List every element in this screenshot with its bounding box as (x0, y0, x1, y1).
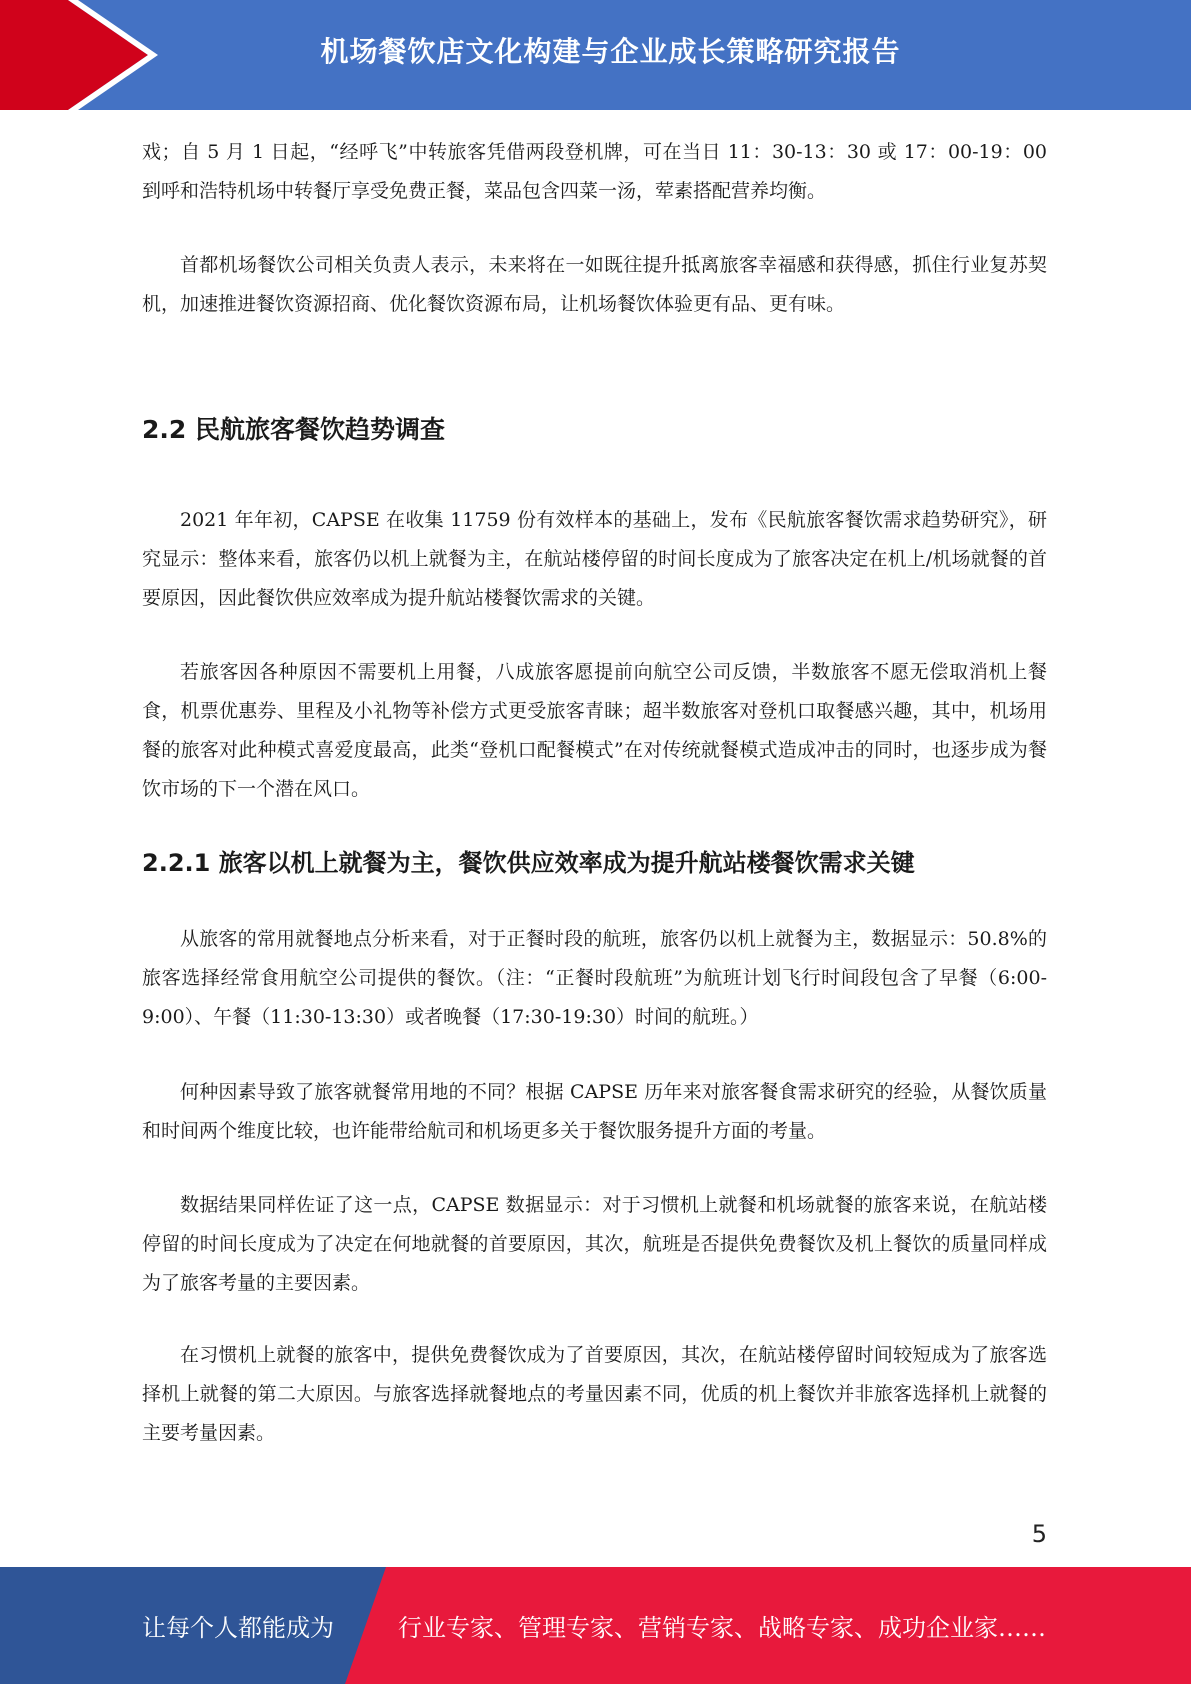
footer-slogan-left: 让每个人都能成为 (142, 1614, 334, 1642)
paragraph: 2021 年年初，CAPSE 在收集 11759 份有效样本的基础上，发布《民航旅客餐饮需求趋势研究》，研究显示：整体来看，旅客仍以机上就餐为主，在航站楼停留的时间长度成为了旅客决定在机上/机场就餐的首要原因，因此餐饮供应效率成为提升航站楼餐饮需求的关键。 (142, 509, 1047, 609)
page-header (0, 0, 1191, 110)
paragraph-block (142, 1336, 1047, 1453)
paragraph: 若旅客因各种原因不需要机上用餐，八成旅客愿提前向航空公司反馈，半数旅客不愿无偿取消机上餐食，机票优惠券、里程及小礼物等补偿方式更受旅客青睐；超半数旅客对登机口取餐感兴趣，其中，机场用餐的旅客对此种模式喜爱度最高，此类“登机口配餐模式”在对传统就餐模式造成冲击的同时，也逐步成为餐饮市场的下一个潜在风口。 (142, 661, 1047, 800)
paragraph-block (142, 1186, 1047, 1303)
header-arrow-decoration (0, 0, 160, 110)
paragraph: 从旅客的常用就餐地点分析来看，对于正餐时段的航班，旅客仍以机上就餐为主，数据显示：50.8%的旅客选择经常食用航空公司提供的餐饮。（注：“正餐时段航班”为航班计划飞行时间段包含了早餐（6:00-9:00）、午餐（11:30-13:30）或者晚餐（17:30-19:30）时间的航班。） (142, 928, 1047, 1028)
page-footer (0, 1567, 1191, 1684)
paragraph: 数据结果同样佐证了这一点，CAPSE 数据显示：对于习惯机上就餐和机场就餐的旅客来说，在航站楼停留的时间长度成为了决定在何地就餐的首要原因，其次，航班是否提供免费餐饮及机上餐饮的质量同样成为了旅客考量的主要因素。 (142, 1194, 1047, 1294)
continued-paragraph (142, 133, 1047, 211)
paragraph-block (142, 501, 1047, 618)
paragraph: 在习惯机上就餐的旅客中，提供免费餐饮成为了首要原因，其次，在航站楼停留时间较短成为了旅客选择机上就餐的第二大原因。与旅客选择就餐地点的考量因素不同，优质的机上餐饮并非旅客选择机上就餐的主要考量因素。 (142, 1344, 1047, 1444)
section-heading-2-2-1: 2.2.1 旅客以机上就餐为主，餐饮供应效率成为提升航站楼餐饮需求关键 (142, 849, 915, 877)
document-title: 机场餐饮店文化构建与企业成长策略研究报告 (320, 35, 901, 68)
paragraph: 戏；自 5 月 1 日起，“经呼飞”中转旅客凭借两段登机牌，可在当日 11：30-13：30 或 17：00-19：00 到呼和浩特机场中转餐厅享受免费正餐，菜品包含四菜一汤，荤素搭配营养均衡。 (142, 141, 1047, 202)
section-heading-2-2: 2.2 民航旅客餐饮趋势调查 (142, 415, 445, 444)
paragraph-block (142, 920, 1047, 1037)
paragraph: 首都机场餐饮公司相关负责人表示，未来将在一如既往提升抵离旅客幸福感和获得感，抓住行业复苏契机，加速推进餐饮资源招商、优化餐饮资源布局，让机场餐饮体验更有品、更有味。 (142, 254, 1047, 315)
paragraph-block (142, 653, 1047, 809)
paragraph-block (142, 246, 1047, 324)
paragraph-block (142, 1073, 1047, 1151)
paragraph: 何种因素导致了旅客就餐常用地的不同？根据 CAPSE 历年来对旅客餐食需求研究的经验，从餐饮质量和时间两个维度比较，也许能带给航司和机场更多关于餐饮服务提升方面的考量。 (142, 1081, 1047, 1142)
page-number: 5 (1031, 1520, 1047, 1548)
footer-slogan-right: 行业专家、管理专家、营销专家、战略专家、成功企业家…… (398, 1614, 1046, 1642)
